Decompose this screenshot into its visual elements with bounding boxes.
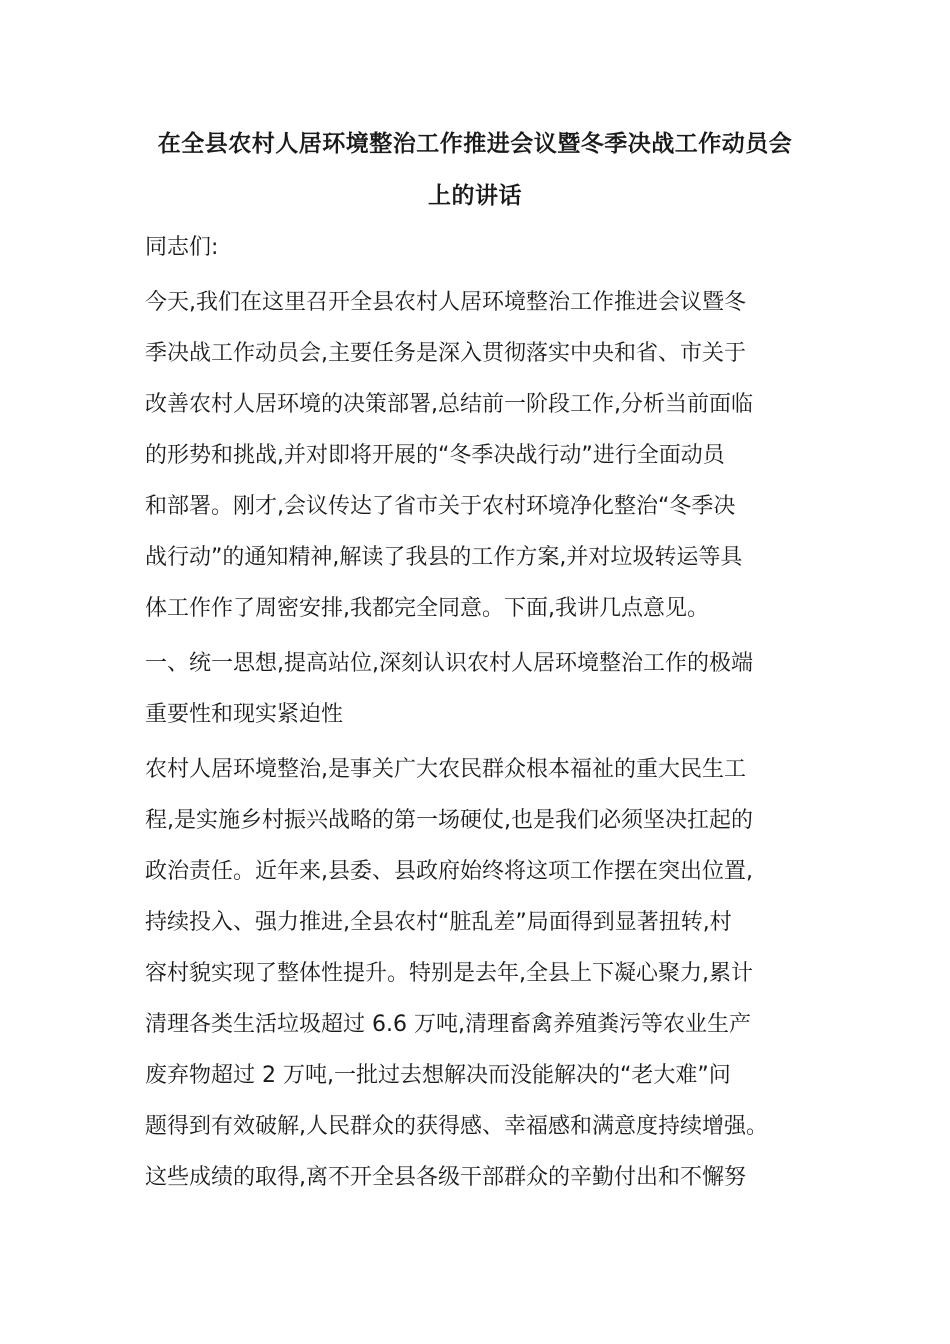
text-line: 农村人居环境整治,是事关广大农民群众根本福祉的重大民生工	[145, 757, 746, 782]
text-line: 程,是实施乡村振兴战略的第一场硬仗,也是我们必须坚决扛起的	[145, 808, 753, 833]
text-line: 一、统一思想,提高站位,深刻认识农村人居环境整治工作的极端	[145, 651, 753, 676]
paragraph-opening	[145, 277, 810, 634]
text-line: 这些成绩的取得,离不开全县各级干部群众的辛勤付出和不懈努	[145, 1165, 746, 1190]
salutation-text: 同志们:	[145, 235, 219, 260]
text-line: 政治责任。近年来,县委、县政府始终将这项工作摆在突出位置,	[145, 859, 753, 884]
text-line: 清理各类生活垃圾超过 6.6 万吨,清理畜禽养殖粪污等农业生产	[145, 1012, 751, 1037]
text-line: 持续投入、强力推进,全县农村“脏乱差”局面得到显著扭转,村	[145, 910, 732, 935]
salutation	[145, 222, 810, 273]
document-body	[145, 222, 810, 1203]
text-line: 战行动”的通知精神,解读了我县的工作方案,并对垃圾转运等具	[145, 545, 743, 570]
text-line: 和部署。刚才,会议传达了省市关于农村环境净化整治“冬季决	[145, 494, 736, 519]
text-line: 重要性和现实紧迫性	[145, 702, 344, 727]
text-line: 容村貌实现了整体性提升。特别是去年,全县上下凝心聚力,累计	[145, 961, 753, 986]
text-line: 今天,我们在这里召开全县农村人居环境整治工作推进会议暨冬	[145, 290, 746, 315]
paragraph-section-1	[145, 744, 810, 1203]
text-line: 改善农村人居环境的决策部署,总结前一阶段工作,分析当前面临	[145, 392, 753, 417]
title-line: 上的讲话	[428, 183, 522, 209]
text-line: 体工作作了周密安排,我都完全同意。下面,我讲几点意见。	[145, 596, 709, 621]
text-line: 的形势和挑战,并对即将开展的“冬季决战行动”进行全面动员	[145, 443, 725, 468]
section-heading-1	[145, 638, 810, 740]
document-title	[145, 118, 805, 222]
title-line: 在全县农村人居环境整治工作推进会议暨冬季决战工作动员会	[157, 131, 793, 157]
text-line: 废弃物超过 2 万吨,一批过去想解决而没能解决的“老大难”问	[145, 1063, 731, 1088]
text-line: 季决战工作动员会,主要任务是深入贯彻落实中央和省、市关于	[145, 341, 746, 366]
text-line: 题得到有效破解,人民群众的获得感、幸福感和满意度持续增强。	[145, 1114, 768, 1139]
